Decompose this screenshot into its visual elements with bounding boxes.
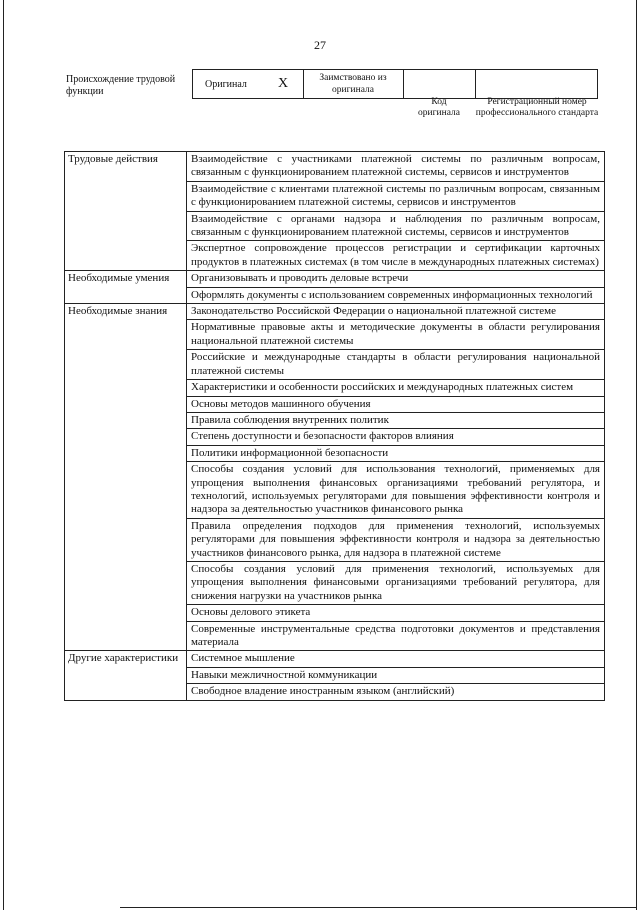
origin-separator [403,70,404,98]
section-title: Необходимые знания [65,304,187,651]
section-item: Политики информационной безопасности [187,445,605,461]
section-item: Способы создания условий для применения технологий, используемых для упрощения выполнения финансовыми организациями требований регулятора, для снижения нагрузки на участников рынка [187,561,605,604]
scan-edge-right [636,0,637,910]
table-row [65,271,605,287]
origin-label: Происхождение трудовой функции [66,74,176,97]
section-title: Необходимые умения [65,271,187,304]
scan-edge-left [3,0,4,910]
section-item: Правила определения подходов для применения технологий, используемых регуляторами для повышения эффективности контроля и надзора за деятельностью участников финансового рынка, для надзора в платежной системе [187,518,605,561]
page-number: 27 [314,38,326,52]
section-item: Взаимодействие с клиентами платежной системы по различным вопросам, связанным с функционированием платежной системы, сервисов и инструментов [187,181,605,211]
section-item: Свободное владение иностранным языком (английский) [187,684,605,700]
section-item: Правила соблюдения внутренних политик [187,412,605,428]
borrowed-label: Заимствовано из оригинала [319,73,387,95]
section-item: Навыки межличностной коммуникации [187,667,605,683]
table-row [65,651,605,667]
code-label: Код оригинала [418,97,460,118]
labor-function-table [64,151,605,701]
section-item: Основы делового этикета [187,605,605,621]
original-mark: X [278,76,289,91]
table-row [65,304,605,320]
section-item: Степень доступности и безопасности факторов влияния [187,429,605,445]
section-title: Трудовые действия [65,152,187,271]
original-label: Оригинал [205,79,247,90]
origin-box [192,69,598,99]
section-item: Системное мышление [187,651,605,667]
origin-separator [475,70,476,98]
section-item: Характеристики и особенности российских и международных платежных систем [187,380,605,396]
section-title: Другие характеристики [65,651,187,700]
section-item: Российские и международные стандарты в области регулирования национальной платежной системы [187,350,605,380]
reg-number-label: Регистрационный номер профессионального стандарта [475,97,599,118]
table-row [65,152,605,182]
section-item: Нормативные правовые акты и методические документы в области регулирования национальной платежной системы [187,320,605,350]
section-item: Законодательство Российской Федерации о национальной платежной системе [187,304,605,320]
section-item: Современные инструментальные средства подготовки документов и представления материала [187,621,605,651]
section-item: Способы создания условий для использования технологий, применяемых для упрощения выполнения финансовых организациями требований регулятора, и технологий, используемых регуляторами для повышения эффективности контроля и надзора за деятельностью участников финансового рынка [187,462,605,519]
section-item: Взаимодействие с органами надзора и наблюдения по различным вопросам, связанным с функционированием платежной системы, сервисов и инструментов [187,211,605,241]
origin-separator [303,70,304,98]
section-item: Экспертное сопровождение процессов регистрации и сертификации карточных продуктов в платежных системах (в том числе в международных платежных системах) [187,241,605,271]
section-item: Взаимодействие с участниками платежной системы по различным вопросам, связанным с функционированием платежной системы, сервисов и инструментов [187,152,605,182]
section-item: Основы методов машинного обучения [187,396,605,412]
section-item: Оформлять документы с использованием современных информационных технологий [187,287,605,303]
scan-edge-bottom [120,907,636,908]
section-item: Организовывать и проводить деловые встречи [187,271,605,287]
